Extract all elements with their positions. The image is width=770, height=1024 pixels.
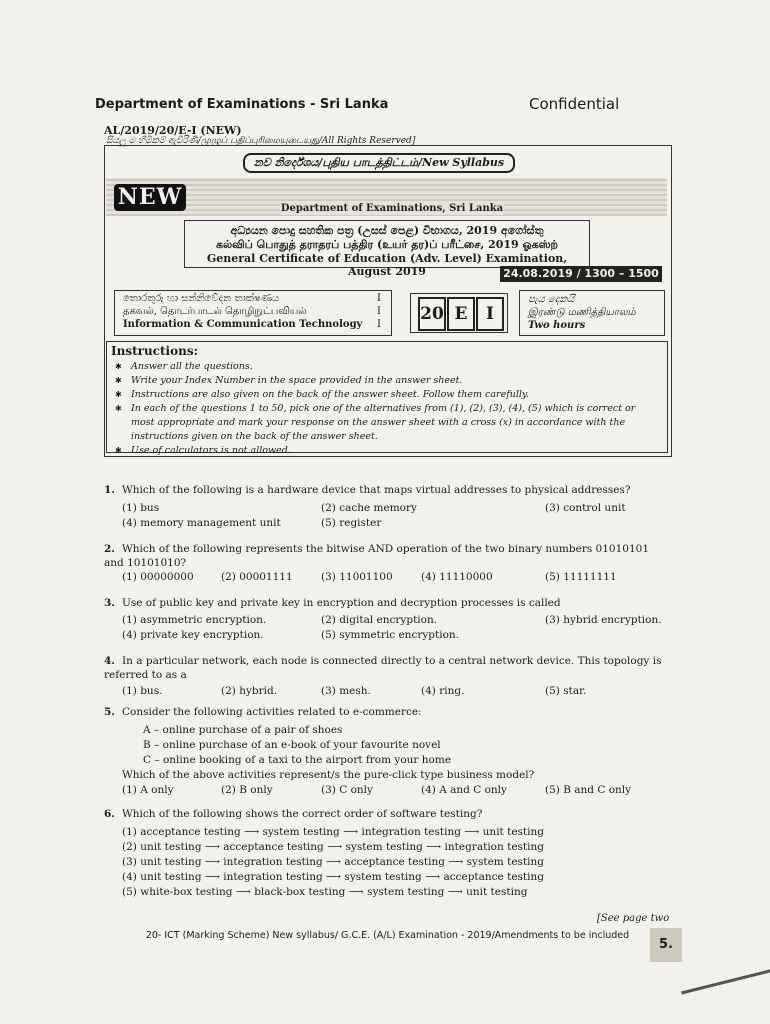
duration-box (519, 290, 665, 336)
subject-english: Information & Communication Technology (123, 319, 363, 330)
option: (4) unit testing ⟶ integration testing ⟶ system testing ⟶ acceptance testing (122, 871, 544, 883)
option: (5) register (321, 517, 382, 529)
question-number: 6. (104, 808, 115, 820)
option: (3) 11001100 (321, 571, 393, 583)
subject-tamil: தகவல், தொடர்பாடல் தொழிநுட்பவியல் (123, 306, 307, 317)
exam-title-sinhala: අධ්‍යයන පොදු සහතික පත්‍ර (උසස් පෙළ) විභාගය, 2019 අගෝස්තු (230, 224, 544, 237)
instructions-title: Instructions: (111, 344, 199, 358)
option: (1) bus (122, 502, 160, 514)
question-number: 1. (104, 484, 115, 496)
exam-title-tamil: கல்விப் பொதுத் தராதரப் பத்திர (உயர் தர)ப் பரீட்சை, 2019 ஓகஸ்ற் (215, 238, 559, 251)
rights-reserved: සියලු ම හිමිකම් ඇවිරිණි/முழுப் பதிப்புரிமையுடையது/All Rights Reserved] (106, 136, 416, 146)
department-name: Department of Examinations, Sri Lanka (280, 203, 504, 214)
question-number: 2. (104, 543, 115, 555)
option: (4) 11110000 (421, 571, 493, 583)
exam-title-english: General Certificate of Education (Adv. Level) Examination, August 2019 (206, 252, 568, 278)
pen-stroke (681, 969, 770, 995)
instructions-box (106, 341, 668, 456)
duration-english: Two hours (528, 320, 586, 331)
exam-title-box (184, 220, 590, 278)
question-number: 4. (104, 655, 115, 667)
option: (2) B only (221, 784, 273, 796)
department-header: Department of Examinations - Sri Lanka (95, 97, 389, 112)
option: (2) unit testing ⟶ acceptance testing ⟶ system testing ⟶ integration testing (122, 841, 544, 853)
option: (2) 00001111 (221, 571, 293, 583)
footer-caption: 20- ICT (Marking Scheme) New syllabus/ G.C.E. (A/L) Examination - 2019/Amendments to be included (145, 930, 630, 941)
option: (3) C only (321, 784, 373, 796)
option: (3) unit testing ⟶ integration testing ⟶ acceptance testing ⟶ system testing (122, 856, 544, 868)
question-1 (104, 484, 669, 496)
option: (5) symmetric encryption. (321, 629, 460, 641)
new-badge: NEW (114, 184, 186, 211)
new-syllabus-label: නව නිර්දේශය/புதிய பாடத்திட்டம்/New Syllabus (243, 153, 515, 173)
instruction-item: ✱ Answer all the questions. (115, 360, 661, 374)
question-6 (104, 808, 669, 820)
exam-date-time: 24.08.2019 / 1300 – 1500 (500, 266, 662, 282)
instruction-item: ✱ In each of the questions 1 to 50, pick one of the alternatives from (1), (2), (3), (4), (5) which is correct or most appropriate and mark your response on the answer sheet with a cross (x) in accordance with the instructions given on the back of the answer sheet. (115, 402, 661, 444)
option: (1) acceptance testing ⟶ system testing ⟶ integration testing ⟶ unit testing (122, 826, 544, 838)
question-3 (104, 597, 669, 609)
option: (5) 11111111 (545, 571, 617, 583)
activity-item: A – online purchase of a pair of shoes (143, 724, 343, 736)
activity-item: B – online purchase of an e-book of your favourite novel (143, 739, 441, 751)
question-text: Which of the following is a hardware device that maps virtual addresses to physical addresses? (122, 484, 631, 496)
question-4 (104, 654, 669, 682)
option: (2) hybrid. (221, 685, 278, 697)
subject-part-1: I (377, 293, 381, 304)
page-number: 5. (650, 928, 682, 962)
option: (4) A and C only (421, 784, 507, 796)
option: (1) bus. (122, 685, 163, 697)
option: (4) memory management unit (122, 517, 281, 529)
option: (5) white-box testing ⟶ black-box testing ⟶ system testing ⟶ unit testing (122, 886, 528, 898)
subject-part-2: I (377, 306, 381, 317)
question-number: 5. (104, 706, 115, 718)
duration-tamil: இரண்டு மணித்தியாலம் (528, 307, 636, 318)
subject-code-cell: I (476, 297, 504, 331)
subject-sinhala: තොරතුරු හා සන්නිවේදන තාක්ෂණය (123, 293, 280, 304)
option: (4) private key encryption. (122, 629, 264, 641)
paper-code: AL/2019/20/E-I (NEW) (104, 124, 242, 137)
option: (1) asymmetric encryption. (122, 614, 267, 626)
instruction-item: ✱ Instructions are also given on the back of the answer sheet. Follow them carefully. (115, 388, 661, 402)
option: (3) control unit (545, 502, 626, 514)
option: (2) digital encryption. (321, 614, 438, 626)
activity-item: C – online booking of a taxi to the airport from your home (143, 754, 452, 766)
question-text: Consider the following activities related to e-commerce: (122, 706, 422, 718)
subject-box (114, 290, 392, 336)
option: (3) mesh. (321, 685, 371, 697)
subject-part-3: I (377, 319, 381, 330)
subject-code-cell: 20 (418, 297, 446, 331)
option: (4) ring. (421, 685, 465, 697)
option: (5) star. (545, 685, 587, 697)
see-page-two: [See page two (597, 913, 670, 924)
question-text: In a particular network, each node is connected directly to a central network device. This topology is referred to as a (104, 655, 662, 681)
subject-code-cell: E (447, 297, 475, 331)
option: (5) B and C only (545, 784, 632, 796)
question-2 (104, 542, 669, 570)
question-text: Which of the following represents the bitwise AND operation of the two binary numbers 01010101 and 10101010? (104, 543, 650, 569)
confidential-label: Confidential (529, 95, 620, 113)
question-text: Which of the following shows the correct order of software testing? (122, 808, 483, 820)
instructions-list (115, 360, 661, 458)
question-follow-up: Which of the above activities represent/s the pure-click type business model? (122, 769, 535, 781)
question-text: Use of public key and private key in encryption and decryption processes is called (122, 597, 561, 609)
instruction-item: ✱ Write your Index Number in the space provided in the answer sheet. (115, 374, 661, 388)
option: (2) cache memory (321, 502, 417, 514)
option: (3) hybrid encryption. (545, 614, 662, 626)
question-number: 3. (104, 597, 115, 609)
duration-sinhala: පැය දෙකයි (528, 294, 575, 305)
question-5 (104, 706, 669, 718)
instruction-item: ✱ Use of calculators is not allowed. (115, 444, 661, 458)
option: (1) A only (122, 784, 174, 796)
option: (1) 00000000 (122, 571, 194, 583)
